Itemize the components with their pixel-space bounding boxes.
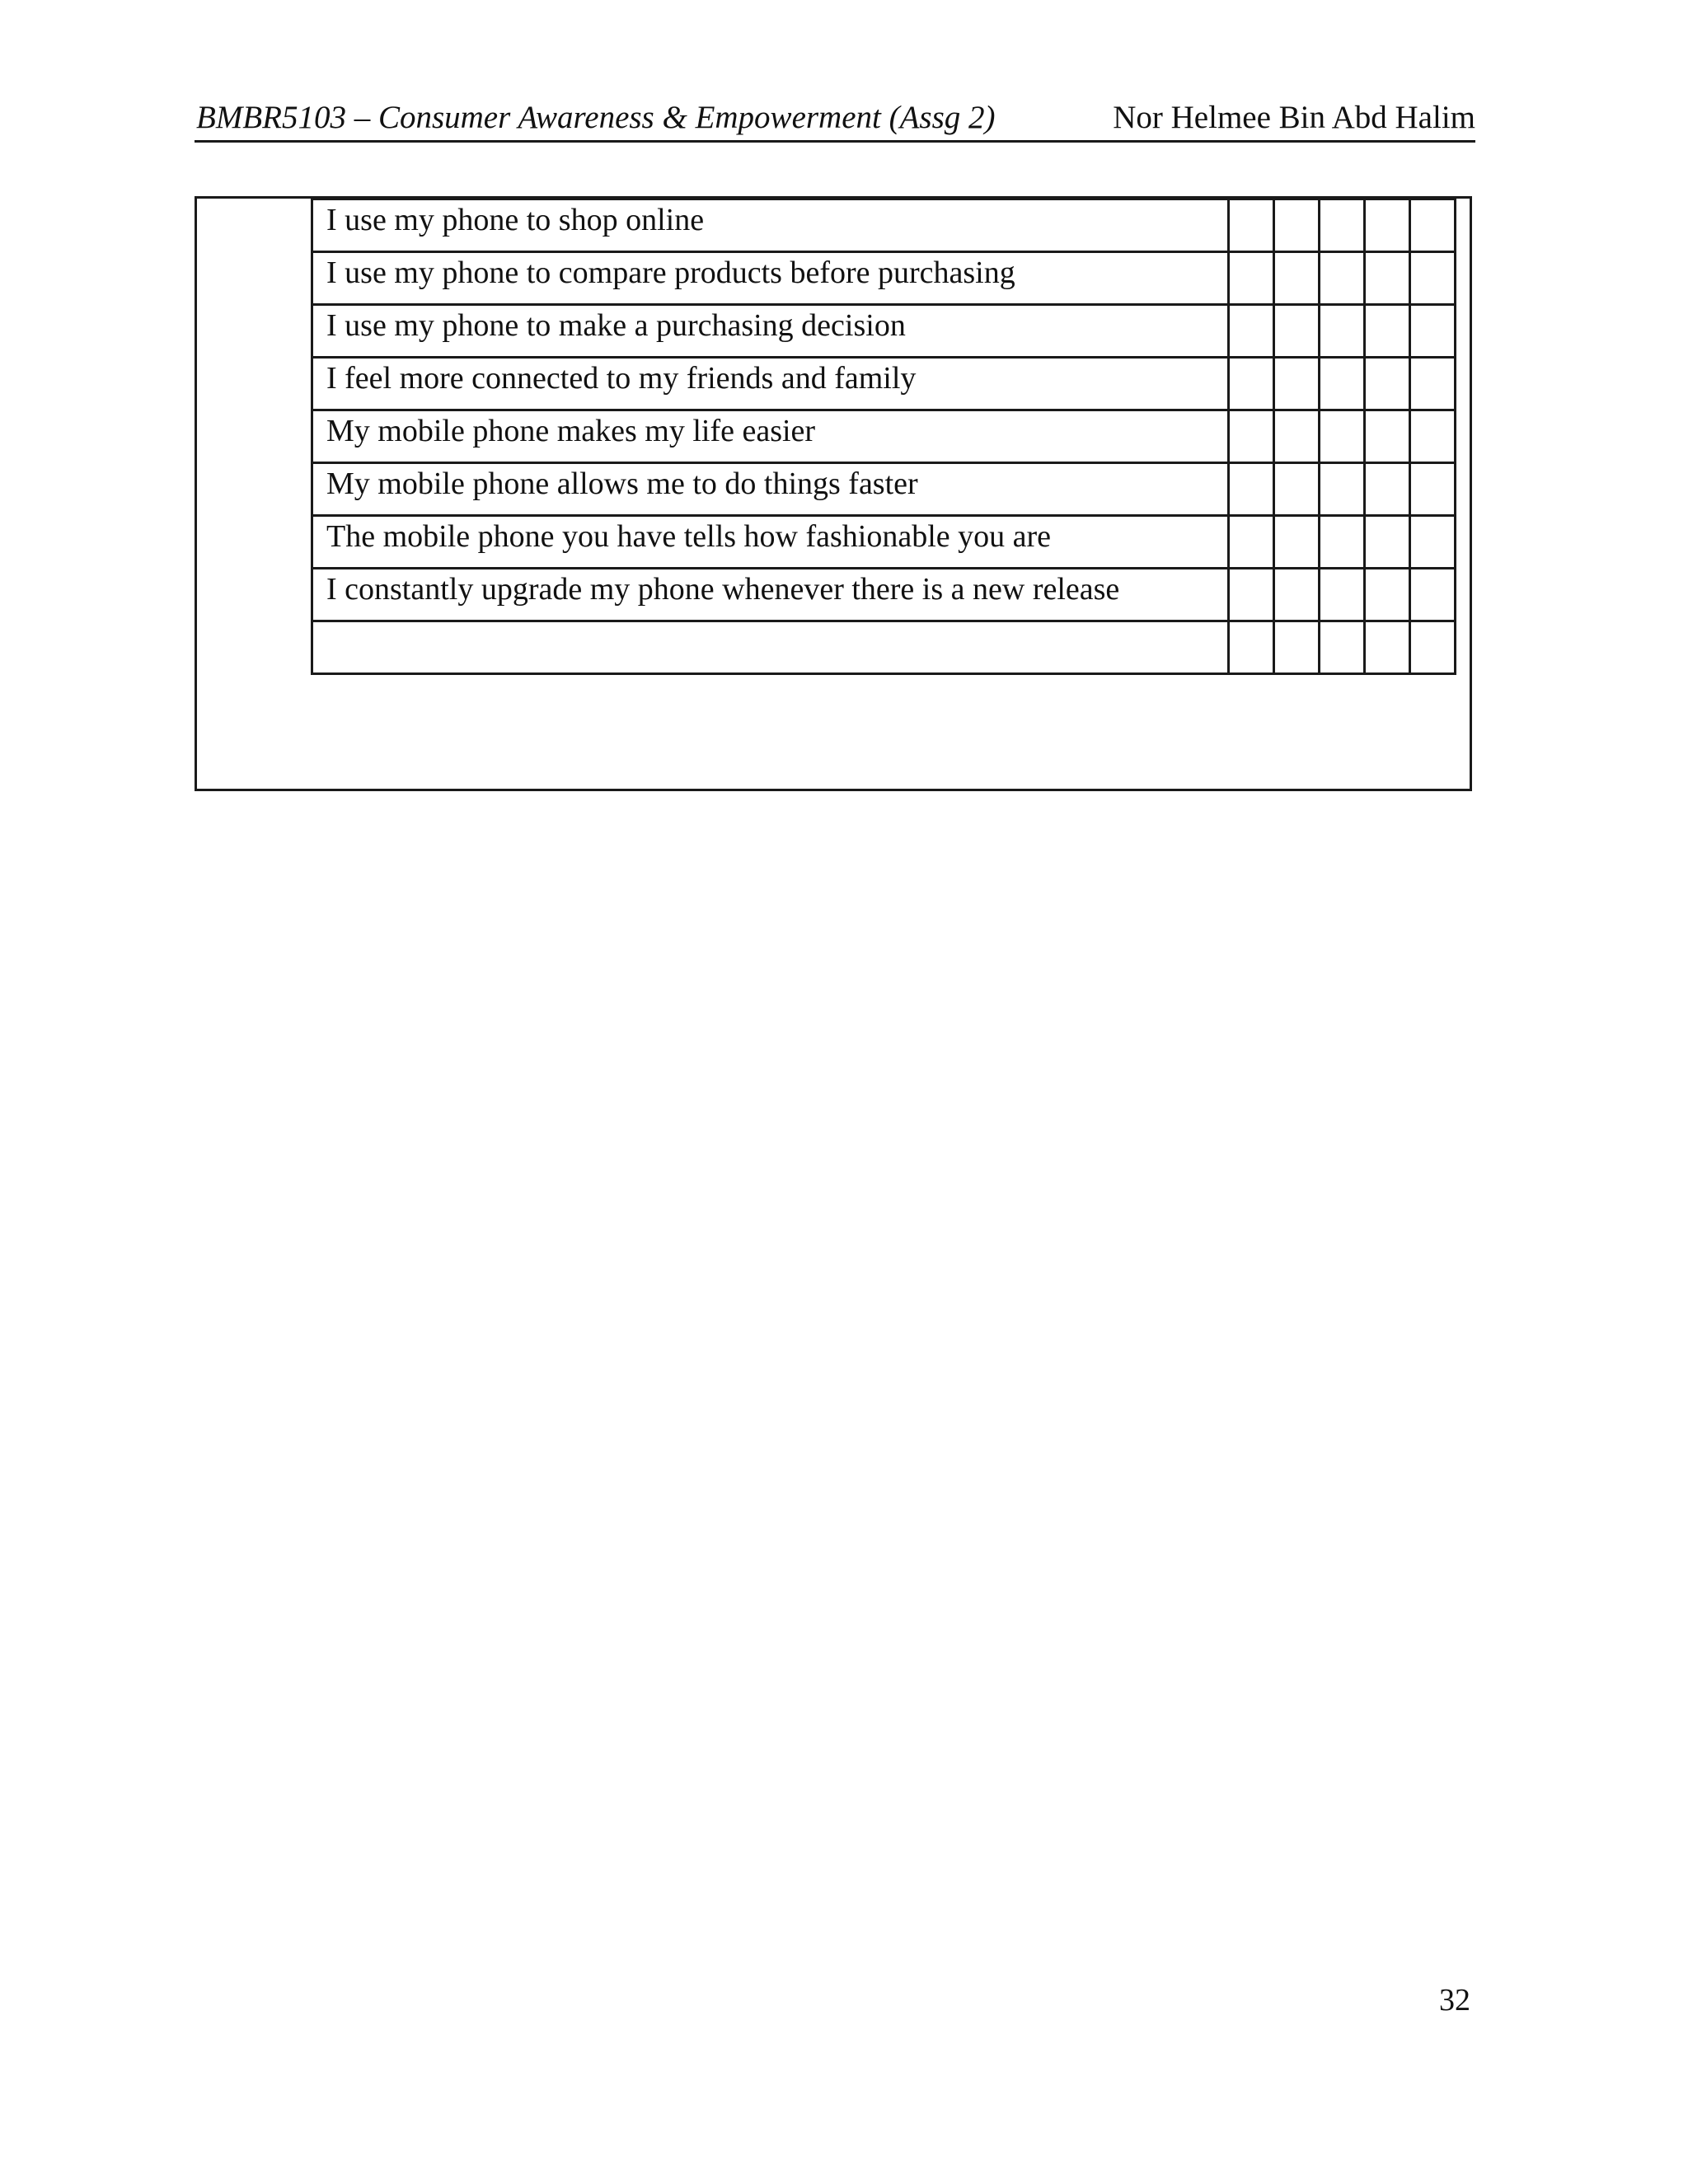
rating-checkbox-cell[interactable] — [1274, 516, 1320, 569]
rating-checkbox-cell[interactable] — [1274, 621, 1320, 674]
rating-checkbox-cell[interactable] — [1410, 410, 1456, 463]
rating-checkbox-cell[interactable] — [1229, 305, 1274, 358]
rating-checkbox-cell[interactable] — [1274, 305, 1320, 358]
rating-checkbox-cell[interactable] — [1365, 305, 1410, 358]
rating-checkbox-cell[interactable] — [1410, 358, 1456, 410]
rating-checkbox-cell[interactable] — [1229, 252, 1274, 305]
questionnaire-body — [312, 199, 1456, 674]
statement-cell: I use my phone to compare products before purchasing — [312, 252, 1229, 305]
statement-cell: My mobile phone allows me to do things faster — [312, 463, 1229, 516]
rating-checkbox-cell[interactable] — [1229, 199, 1274, 252]
rating-checkbox-cell[interactable] — [1320, 516, 1365, 569]
rating-checkbox-cell[interactable] — [1320, 569, 1365, 621]
rating-checkbox-cell[interactable] — [1365, 252, 1410, 305]
rating-checkbox-cell[interactable] — [1320, 621, 1365, 674]
rating-checkbox-cell[interactable] — [1410, 199, 1456, 252]
statement-cell: I constantly upgrade my phone whenever there is a new release — [312, 569, 1229, 621]
rating-checkbox-cell[interactable] — [1365, 463, 1410, 516]
rating-checkbox-cell[interactable] — [1274, 569, 1320, 621]
rating-checkbox-cell[interactable] — [1320, 305, 1365, 358]
rating-checkbox-cell[interactable] — [1274, 410, 1320, 463]
rating-checkbox-cell[interactable] — [1274, 358, 1320, 410]
rating-checkbox-cell[interactable] — [1274, 463, 1320, 516]
questionnaire-row — [312, 305, 1456, 358]
rating-checkbox-cell[interactable] — [1365, 358, 1410, 410]
questionnaire-row — [312, 516, 1456, 569]
rating-checkbox-cell[interactable] — [1274, 252, 1320, 305]
page-number: 32 — [1439, 1983, 1470, 2018]
rating-checkbox-cell[interactable] — [1274, 199, 1320, 252]
questionnaire-row — [312, 358, 1456, 410]
questionnaire-row — [312, 199, 1456, 252]
statement-cell — [312, 621, 1229, 674]
rating-checkbox-cell[interactable] — [1365, 199, 1410, 252]
rating-checkbox-cell[interactable] — [1229, 516, 1274, 569]
rating-checkbox-cell[interactable] — [1410, 252, 1456, 305]
rating-checkbox-cell[interactable] — [1320, 463, 1365, 516]
rating-checkbox-cell[interactable] — [1410, 463, 1456, 516]
statement-cell: I feel more connected to my friends and family — [312, 358, 1229, 410]
statement-cell: I use my phone to make a purchasing decision — [312, 305, 1229, 358]
rating-checkbox-cell[interactable] — [1320, 410, 1365, 463]
rating-checkbox-cell[interactable] — [1229, 463, 1274, 516]
rating-checkbox-cell[interactable] — [1229, 569, 1274, 621]
rating-checkbox-cell[interactable] — [1229, 621, 1274, 674]
rating-checkbox-cell[interactable] — [1410, 305, 1456, 358]
rating-checkbox-cell[interactable] — [1365, 621, 1410, 674]
rating-checkbox-cell[interactable] — [1365, 410, 1410, 463]
statement-cell: My mobile phone makes my life easier — [312, 410, 1229, 463]
statement-cell: I use my phone to shop online — [312, 199, 1229, 252]
rating-checkbox-cell[interactable] — [1320, 199, 1365, 252]
rating-checkbox-cell[interactable] — [1320, 252, 1365, 305]
rating-checkbox-cell[interactable] — [1365, 516, 1410, 569]
questionnaire-row — [312, 463, 1456, 516]
questionnaire-row — [312, 410, 1456, 463]
questionnaire-row — [312, 569, 1456, 621]
rating-checkbox-cell[interactable] — [1410, 569, 1456, 621]
rating-checkbox-cell[interactable] — [1229, 410, 1274, 463]
page-header — [195, 92, 1475, 143]
rating-checkbox-cell[interactable] — [1320, 358, 1365, 410]
rating-checkbox-cell[interactable] — [1365, 569, 1410, 621]
rating-checkbox-cell[interactable] — [1410, 621, 1456, 674]
header-author-name: Nor Helmee Bin Abd Halim — [1113, 100, 1475, 135]
questionnaire-row — [312, 621, 1456, 674]
questionnaire-table — [311, 198, 1456, 675]
rating-checkbox-cell[interactable] — [1410, 516, 1456, 569]
rating-checkbox-cell[interactable] — [1229, 358, 1274, 410]
header-course-title: BMBR5103 – Consumer Awareness & Empowerment (Assg 2) — [196, 100, 996, 135]
questionnaire-row — [312, 252, 1456, 305]
statement-cell: The mobile phone you have tells how fashionable you are — [312, 516, 1229, 569]
